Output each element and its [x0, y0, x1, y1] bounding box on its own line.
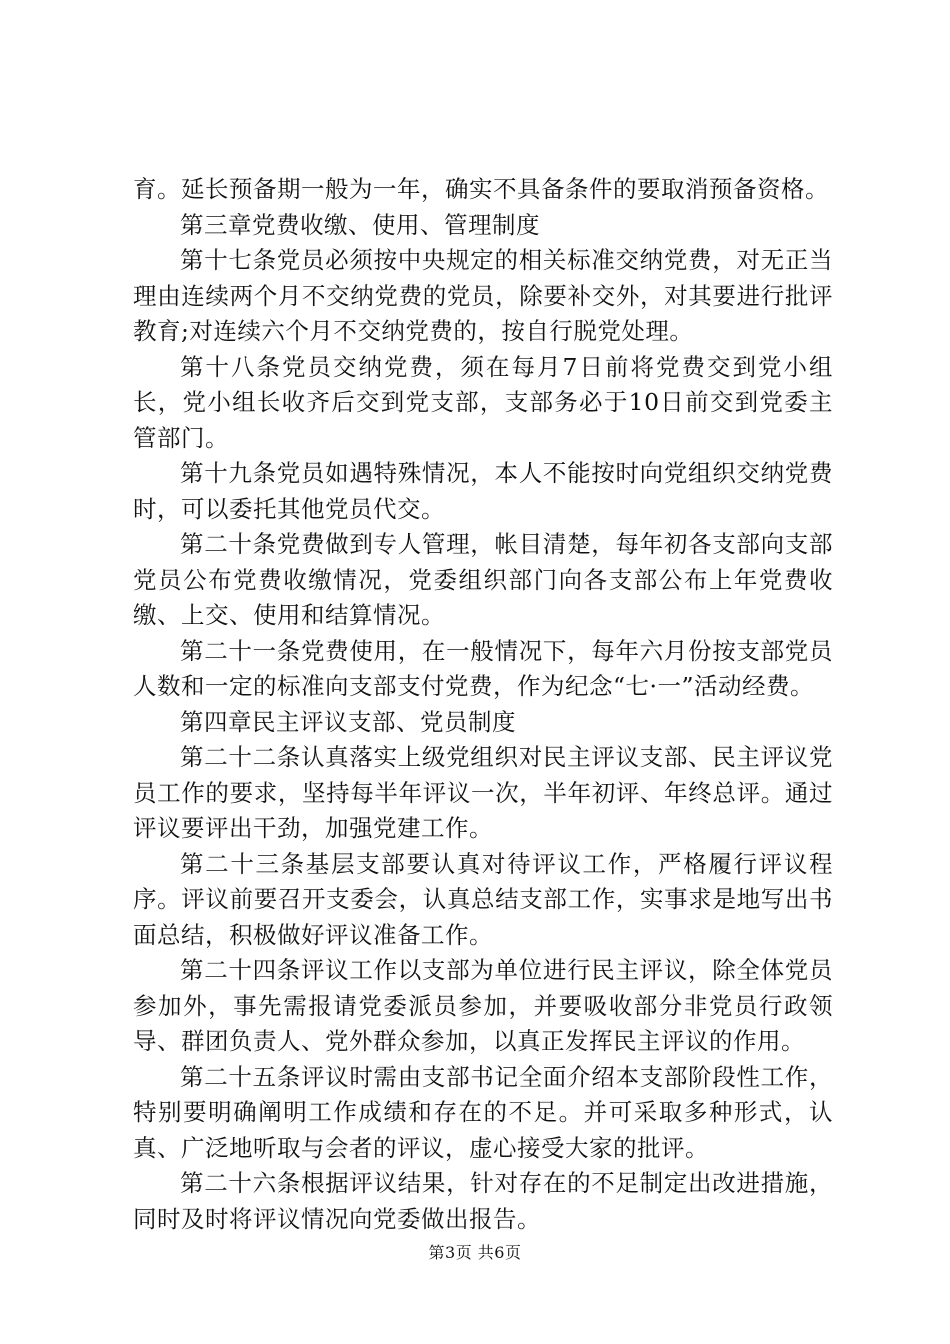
article-18: 第十八条党员交纳党费，须在每月7日前将党费交到党小组长，党小组长收齐后交到党支部，支部务必于10日前交到党委主管部门。	[133, 352, 833, 452]
article-25: 第二十五条评议时需由支部书记全面介绍本支部阶段性工作，特别要明确阐明工作成绩和存在的不足。并可采取多种形式，认真、广泛地听取与会者的评议，虚心接受大家的批评。	[133, 1062, 833, 1162]
article-22: 第二十二条认真落实上级党组织对民主评议支部、民主评议党员工作的要求，坚持每半年评议一次，半年初评、年终总评。通过评议要评出干劲，加强党建工作。	[133, 743, 833, 842]
chapter-heading-4: 第四章民主评议支部、党员制度	[180, 707, 516, 736]
page-number-footer: 第3页 共6页	[428, 1243, 522, 1262]
paragraph-continuation: 育。延长预备期一般为一年，确实不具备条件的要取消预备资格。	[133, 175, 829, 203]
article-17: 第十七条党员必须按中央规定的相关标准交纳党费，对无正当理由连续两个月不交纳党费的党员，除要补交外，对其要进行批评教育;对连续六个月不交纳党费的，按自行脱党处理。	[133, 246, 833, 345]
article-23: 第二十三条基层支部要认真对待评议工作，严格履行评议程序。评议前要召开支委会，认真总结支部工作，实事求是地写出书面总结，积极做好评议准备工作。	[133, 849, 833, 949]
document-body	[133, 172, 833, 1237]
article-21: 第二十一条党费使用，在一般情况下，每年六月份按支部党员人数和一定的标准向支部支付党费，作为纪念“七·一”活动经费。	[133, 636, 833, 700]
chapter-heading-3: 第三章党费收缴、使用、管理制度	[180, 210, 540, 239]
article-19: 第十九条党员如遇特殊情况，本人不能按时向党组织交纳党费时，可以委托其他党员代交。	[133, 459, 833, 523]
article-20: 第二十条党费做到专人管理，帐目清楚，每年初各支部向支部党员公布党费收缴情况，党委组织部门向各支部公布上年党费收缴、上交、使用和结算情况。	[133, 530, 833, 629]
article-24: 第二十四条评议工作以支部为单位进行民主评议，除全体党员参加外，事先需报请党委派员参加，并要吸收部分非党员行政领导、群团负责人、党外群众参加，以真正发挥民主评议的作用。	[133, 956, 833, 1055]
article-26: 第二十六条根据评议结果，针对存在的不足制定出改进措施，同时及时将评议情况向党委做出报告。	[133, 1169, 833, 1233]
